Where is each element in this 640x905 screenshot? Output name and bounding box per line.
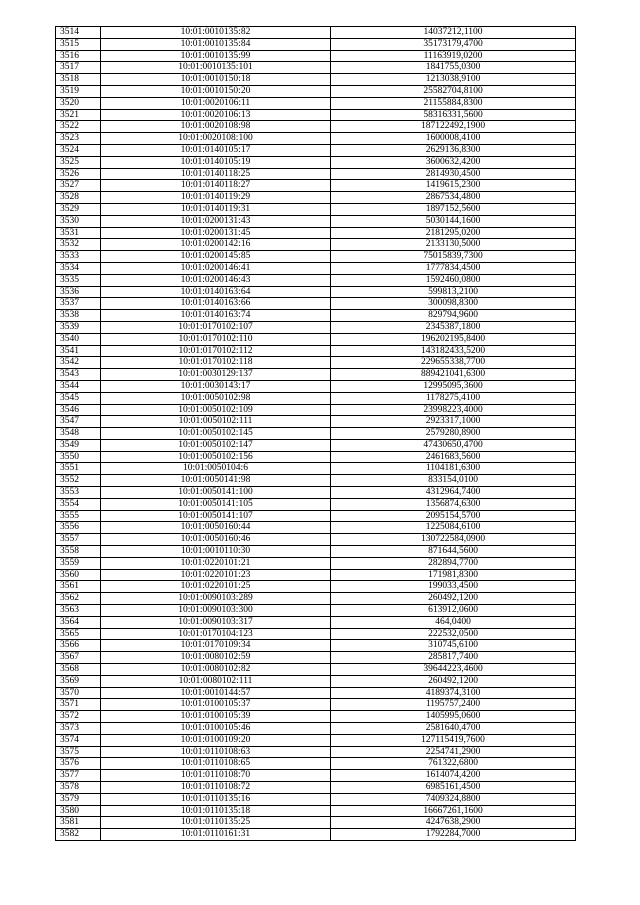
cadastral-number-cell: 10:01:0170102:112 [101,345,331,357]
cadastral-value-cell: 1405995,0600 [331,711,576,723]
table-row [56,27,576,39]
cadastral-number-cell: 10:01:0110108:72 [101,782,331,794]
cadastral-number-cell: 10:01:0010135:99 [101,50,331,62]
cadastral-value-cell: 2867534,4800 [331,192,576,204]
cadastral-value-cell: 6985161,4500 [331,782,576,794]
row-number-cell: 3577 [56,770,101,782]
cadastral-number-cell: 10:01:0170109:34 [101,640,331,652]
cadastral-value-cell: 14037212,1100 [331,27,576,39]
cadastral-value-cell: 5030144,1600 [331,215,576,227]
cadastral-number-cell: 10:01:0050141:107 [101,510,331,522]
cadastral-number-cell: 10:01:0010110:30 [101,546,331,558]
cadastral-number-cell: 10:01:0020106:11 [101,97,331,109]
cadastral-value-cell: 58316331,5600 [331,109,576,121]
row-number-cell: 3576 [56,758,101,770]
cadastral-number-cell: 10:01:0140119:31 [101,203,331,215]
table-row [56,487,576,499]
cadastral-value-cell: 282894,7700 [331,557,576,569]
cadastral-number-cell: 10:01:0110135:16 [101,793,331,805]
table-row [56,144,576,156]
row-number-cell: 3520 [56,97,101,109]
table-row [56,345,576,357]
row-number-cell: 3568 [56,664,101,676]
table-row [56,522,576,534]
cadastral-value-cell: 1600008,4100 [331,133,576,145]
cadastral-value-cell: 196202195,8400 [331,333,576,345]
row-number-cell: 3533 [56,251,101,263]
cadastral-number-cell: 10:01:0200146:43 [101,274,331,286]
row-number-cell: 3555 [56,510,101,522]
table-row [56,357,576,369]
cadastral-value-cell: 613912,0600 [331,605,576,617]
cadastral-value-cell: 1614074,4200 [331,770,576,782]
cadastral-number-cell: 10:01:0110135:18 [101,805,331,817]
table-row [56,664,576,676]
row-number-cell: 3565 [56,628,101,640]
cadastral-number-cell: 10:01:0050141:105 [101,498,331,510]
table-row [56,50,576,62]
cadastral-number-cell: 10:01:0030129:137 [101,369,331,381]
cadastral-number-cell: 10:01:0010135:82 [101,27,331,39]
table-row [56,463,576,475]
cadastral-value-cell: 1104181,6300 [331,463,576,475]
table-row [56,805,576,817]
row-number-cell: 3535 [56,274,101,286]
cadastral-number-cell: 10:01:0050141:100 [101,487,331,499]
cadastral-number-cell: 10:01:0170102:118 [101,357,331,369]
table-row [56,416,576,428]
cadastral-number-cell: 10:01:0100105:46 [101,723,331,735]
row-number-cell: 3514 [56,27,101,39]
row-number-cell: 3524 [56,144,101,156]
table-row [56,817,576,829]
table-row [56,133,576,145]
row-number-cell: 3539 [56,321,101,333]
table-row [56,298,576,310]
row-number-cell: 3546 [56,404,101,416]
row-number-cell: 3517 [56,62,101,74]
table-row [56,168,576,180]
table-row [56,451,576,463]
row-number-cell: 3548 [56,428,101,440]
cadastral-number-cell: 10:01:0220101:23 [101,569,331,581]
cadastral-number-cell: 10:01:0050102:145 [101,428,331,440]
table-row [56,239,576,251]
cadastral-number-cell: 10:01:0170102:110 [101,333,331,345]
cadastral-value-cell: 2254741,2900 [331,746,576,758]
cadastral-value-cell: 599813,2100 [331,286,576,298]
row-number-cell: 3534 [56,262,101,274]
cadastral-value-cell: 127115419,7600 [331,734,576,746]
table-row [56,333,576,345]
cadastral-number-cell: 10:01:0140163:64 [101,286,331,298]
table-row [56,180,576,192]
row-number-cell: 3516 [56,50,101,62]
row-number-cell: 3518 [56,74,101,86]
cadastral-value-cell: 130722584,0900 [331,534,576,546]
cadastral-value-cell: 21155884,8300 [331,97,576,109]
table-row [56,156,576,168]
cadastral-number-cell: 10:01:0200145:85 [101,251,331,263]
cadastral-value-cell: 39644223,4600 [331,664,576,676]
cadastral-number-cell: 10:01:0170102:107 [101,321,331,333]
cadastral-number-cell: 10:01:0050160:46 [101,534,331,546]
table-row [56,439,576,451]
row-number-cell: 3566 [56,640,101,652]
table-row [56,652,576,664]
row-number-cell: 3581 [56,817,101,829]
row-number-cell: 3541 [56,345,101,357]
table-row [56,97,576,109]
cadastral-value-cell: 25582704,8100 [331,85,576,97]
table-row [56,510,576,522]
table-row [56,711,576,723]
row-number-cell: 3557 [56,534,101,546]
cadastral-value-cell: 35173179,4700 [331,38,576,50]
table-row [56,581,576,593]
row-number-cell: 3561 [56,581,101,593]
cadastral-number-cell: 10:01:0200142:16 [101,239,331,251]
cadastral-number-cell: 10:01:0110161:31 [101,829,331,841]
table-row [56,498,576,510]
cadastral-value-cell: 2345387,1800 [331,321,576,333]
cadastral-value-cell: 761322,6800 [331,758,576,770]
table-row [56,251,576,263]
cadastral-value-cell: 1777834,4500 [331,262,576,274]
cadastral-number-cell: 10:01:0050160:44 [101,522,331,534]
table-row [56,546,576,558]
row-number-cell: 3523 [56,133,101,145]
cadastral-number-cell: 10:01:0050102:147 [101,439,331,451]
row-number-cell: 3544 [56,380,101,392]
cadastral-value-cell: 222532,0500 [331,628,576,640]
cadastral-number-cell: 10:01:0090103:289 [101,593,331,605]
row-number-cell: 3528 [56,192,101,204]
table-row [56,369,576,381]
row-number-cell: 3525 [56,156,101,168]
cadastral-value-cell: 11163919,0200 [331,50,576,62]
cadastral-number-cell: 10:01:0010135:101 [101,62,331,74]
cadastral-value-cell: 143182433,5200 [331,345,576,357]
cadastral-value-cell: 16667261,1600 [331,805,576,817]
cadastral-number-cell: 10:01:0050102:111 [101,416,331,428]
row-number-cell: 3560 [56,569,101,581]
table-row [56,321,576,333]
cadastral-value-cell: 1841755,0300 [331,62,576,74]
cadastral-number-cell: 10:01:0010150:20 [101,85,331,97]
row-number-cell: 3550 [56,451,101,463]
cadastral-value-cell: 1897152,5600 [331,203,576,215]
cadastral-number-cell: 10:01:0100109:20 [101,734,331,746]
cadastral-number-cell: 10:01:0080102:111 [101,675,331,687]
row-number-cell: 3549 [56,439,101,451]
row-number-cell: 3538 [56,310,101,322]
cadastral-number-cell: 10:01:0100105:39 [101,711,331,723]
row-number-cell: 3543 [56,369,101,381]
table-row [56,782,576,794]
row-number-cell: 3537 [56,298,101,310]
table-row [56,640,576,652]
cadastral-value-cell: 889421041,6300 [331,369,576,381]
table-row [56,62,576,74]
cadastral-number-cell: 10:01:0220101:25 [101,581,331,593]
table-row [56,675,576,687]
cadastral-value-cell: 260492,1200 [331,675,576,687]
table-row [56,74,576,86]
cadastral-value-cell: 4247638,2900 [331,817,576,829]
cadastral-value-cell: 7409324,8800 [331,793,576,805]
cadastral-value-cell: 2814930,4500 [331,168,576,180]
table-row [56,428,576,440]
cadastral-number-cell: 10:01:0020108:98 [101,121,331,133]
cadastral-value-cell: 285817,7400 [331,652,576,664]
cadastral-value-cell: 2923317,1000 [331,416,576,428]
table-row [56,758,576,770]
cadastral-value-cell: 1195757,2400 [331,699,576,711]
cadastral-number-cell: 10:01:0050141:98 [101,475,331,487]
cadastral-number-cell: 10:01:0030143:17 [101,380,331,392]
cadastral-value-cell: 187122492,1900 [331,121,576,133]
row-number-cell: 3579 [56,793,101,805]
cadastral-value-cell: 1178275,4100 [331,392,576,404]
cadastral-value-cell: 2461683,5600 [331,451,576,463]
cadastral-number-cell: 10:01:0110108:63 [101,746,331,758]
cadastral-value-cell: 1419615,2300 [331,180,576,192]
table-row [56,628,576,640]
row-number-cell: 3573 [56,723,101,735]
row-number-cell: 3571 [56,699,101,711]
row-number-cell: 3530 [56,215,101,227]
cadastral-value-cell: 2629136,8300 [331,144,576,156]
row-number-cell: 3552 [56,475,101,487]
cadastral-number-cell: 10:01:0220101:21 [101,557,331,569]
cadastral-number-cell: 10:01:0200131:45 [101,227,331,239]
table-row [56,192,576,204]
cadastral-number-cell: 10:01:0140119:29 [101,192,331,204]
cadastral-number-cell: 10:01:0110135:25 [101,817,331,829]
table-row [56,121,576,133]
cadastral-number-cell: 10:01:0020106:13 [101,109,331,121]
cadastral-value-cell: 12995095,3600 [331,380,576,392]
table-row [56,734,576,746]
table-row [56,593,576,605]
table-row [56,227,576,239]
row-number-cell: 3531 [56,227,101,239]
row-number-cell: 3574 [56,734,101,746]
row-number-cell: 3558 [56,546,101,558]
table-row [56,274,576,286]
table-row [56,109,576,121]
table-row [56,215,576,227]
table-row [56,793,576,805]
cadastral-number-cell: 10:01:0080102:59 [101,652,331,664]
table-row [56,38,576,50]
table-row [56,605,576,617]
table-row [56,723,576,735]
cadastral-value-cell: 1356874,6300 [331,498,576,510]
row-number-cell: 3529 [56,203,101,215]
table-row [56,699,576,711]
row-number-cell: 3562 [56,593,101,605]
cadastral-value-cell: 310745,6100 [331,640,576,652]
table-row [56,829,576,841]
row-number-cell: 3551 [56,463,101,475]
row-number-cell: 3536 [56,286,101,298]
row-number-cell: 3559 [56,557,101,569]
row-number-cell: 3572 [56,711,101,723]
cadastral-value-table [55,26,576,841]
row-number-cell: 3540 [56,333,101,345]
row-number-cell: 3570 [56,687,101,699]
cadastral-number-cell: 10:01:0020108:100 [101,133,331,145]
table-row [56,392,576,404]
cadastral-number-cell: 10:01:0010150:18 [101,74,331,86]
row-number-cell: 3569 [56,675,101,687]
cadastral-value-cell: 2579280,8900 [331,428,576,440]
row-number-cell: 3578 [56,782,101,794]
row-number-cell: 3582 [56,829,101,841]
cadastral-number-cell: 10:01:0140118:25 [101,168,331,180]
cadastral-number-cell: 10:01:0140163:66 [101,298,331,310]
table-row [56,310,576,322]
table-row [56,404,576,416]
cadastral-value-cell: 2181295,0200 [331,227,576,239]
cadastral-value-cell: 1213038,9100 [331,74,576,86]
table-body [56,27,576,841]
cadastral-value-cell: 75015839,7300 [331,251,576,263]
cadastral-value-cell: 199033,4500 [331,581,576,593]
cadastral-number-cell: 10:01:0140163:74 [101,310,331,322]
cadastral-number-cell: 10:01:0110108:70 [101,770,331,782]
cadastral-number-cell: 10:01:0050104:6 [101,463,331,475]
row-number-cell: 3515 [56,38,101,50]
row-number-cell: 3545 [56,392,101,404]
cadastral-value-cell: 833154,0100 [331,475,576,487]
cadastral-value-cell: 3600632,4200 [331,156,576,168]
cadastral-value-cell: 871644,5600 [331,546,576,558]
cadastral-value-cell: 4312964,7400 [331,487,576,499]
row-number-cell: 3564 [56,616,101,628]
cadastral-number-cell: 10:01:0090103:317 [101,616,331,628]
cadastral-value-cell: 2095154,5700 [331,510,576,522]
cadastral-number-cell: 10:01:0010144:57 [101,687,331,699]
cadastral-value-cell: 2133130,5000 [331,239,576,251]
row-number-cell: 3526 [56,168,101,180]
table-row [56,557,576,569]
table-row [56,687,576,699]
cadastral-value-cell: 229655338,7700 [331,357,576,369]
row-number-cell: 3547 [56,416,101,428]
cadastral-number-cell: 10:01:0200146:41 [101,262,331,274]
table-row [56,262,576,274]
cadastral-value-cell: 829794,9600 [331,310,576,322]
table-row [56,85,576,97]
cadastral-value-cell: 2581640,4700 [331,723,576,735]
cadastral-value-cell: 23998223,4000 [331,404,576,416]
table-row [56,475,576,487]
row-number-cell: 3527 [56,180,101,192]
cadastral-value-cell: 1225084,6100 [331,522,576,534]
table-row [56,746,576,758]
row-number-cell: 3542 [56,357,101,369]
cadastral-number-cell: 10:01:0050102:156 [101,451,331,463]
row-number-cell: 3580 [56,805,101,817]
cadastral-value-cell: 464,0400 [331,616,576,628]
cadastral-value-cell: 1592460,0800 [331,274,576,286]
cadastral-number-cell: 10:01:0140105:17 [101,144,331,156]
cadastral-number-cell: 10:01:0100105:37 [101,699,331,711]
table-row [56,380,576,392]
cadastral-number-cell: 10:01:0140105:19 [101,156,331,168]
cadastral-number-cell: 10:01:0200131:43 [101,215,331,227]
row-number-cell: 3532 [56,239,101,251]
row-number-cell: 3563 [56,605,101,617]
row-number-cell: 3554 [56,498,101,510]
cadastral-number-cell: 10:01:0170104:123 [101,628,331,640]
table-row [56,534,576,546]
cadastral-value-cell: 300098,8300 [331,298,576,310]
cadastral-number-cell: 10:01:0050102:109 [101,404,331,416]
cadastral-number-cell: 10:01:0010135:84 [101,38,331,50]
cadastral-value-cell: 260492,1200 [331,593,576,605]
cadastral-number-cell: 10:01:0090103:300 [101,605,331,617]
cadastral-number-cell: 10:01:0080102:82 [101,664,331,676]
cadastral-value-cell: 47430650,4700 [331,439,576,451]
cadastral-value-cell: 171981,8300 [331,569,576,581]
cadastral-number-cell: 10:01:0050102:98 [101,392,331,404]
row-number-cell: 3553 [56,487,101,499]
table-row [56,203,576,215]
row-number-cell: 3567 [56,652,101,664]
cadastral-number-cell: 10:01:0110108:65 [101,758,331,770]
row-number-cell: 3575 [56,746,101,758]
cadastral-value-cell: 4189374,3100 [331,687,576,699]
row-number-cell: 3521 [56,109,101,121]
table-row [56,770,576,782]
row-number-cell: 3522 [56,121,101,133]
cadastral-value-cell: 1792284,7000 [331,829,576,841]
table-row [56,616,576,628]
row-number-cell: 3556 [56,522,101,534]
table-row [56,286,576,298]
table-row [56,569,576,581]
cadastral-number-cell: 10:01:0140118:27 [101,180,331,192]
row-number-cell: 3519 [56,85,101,97]
